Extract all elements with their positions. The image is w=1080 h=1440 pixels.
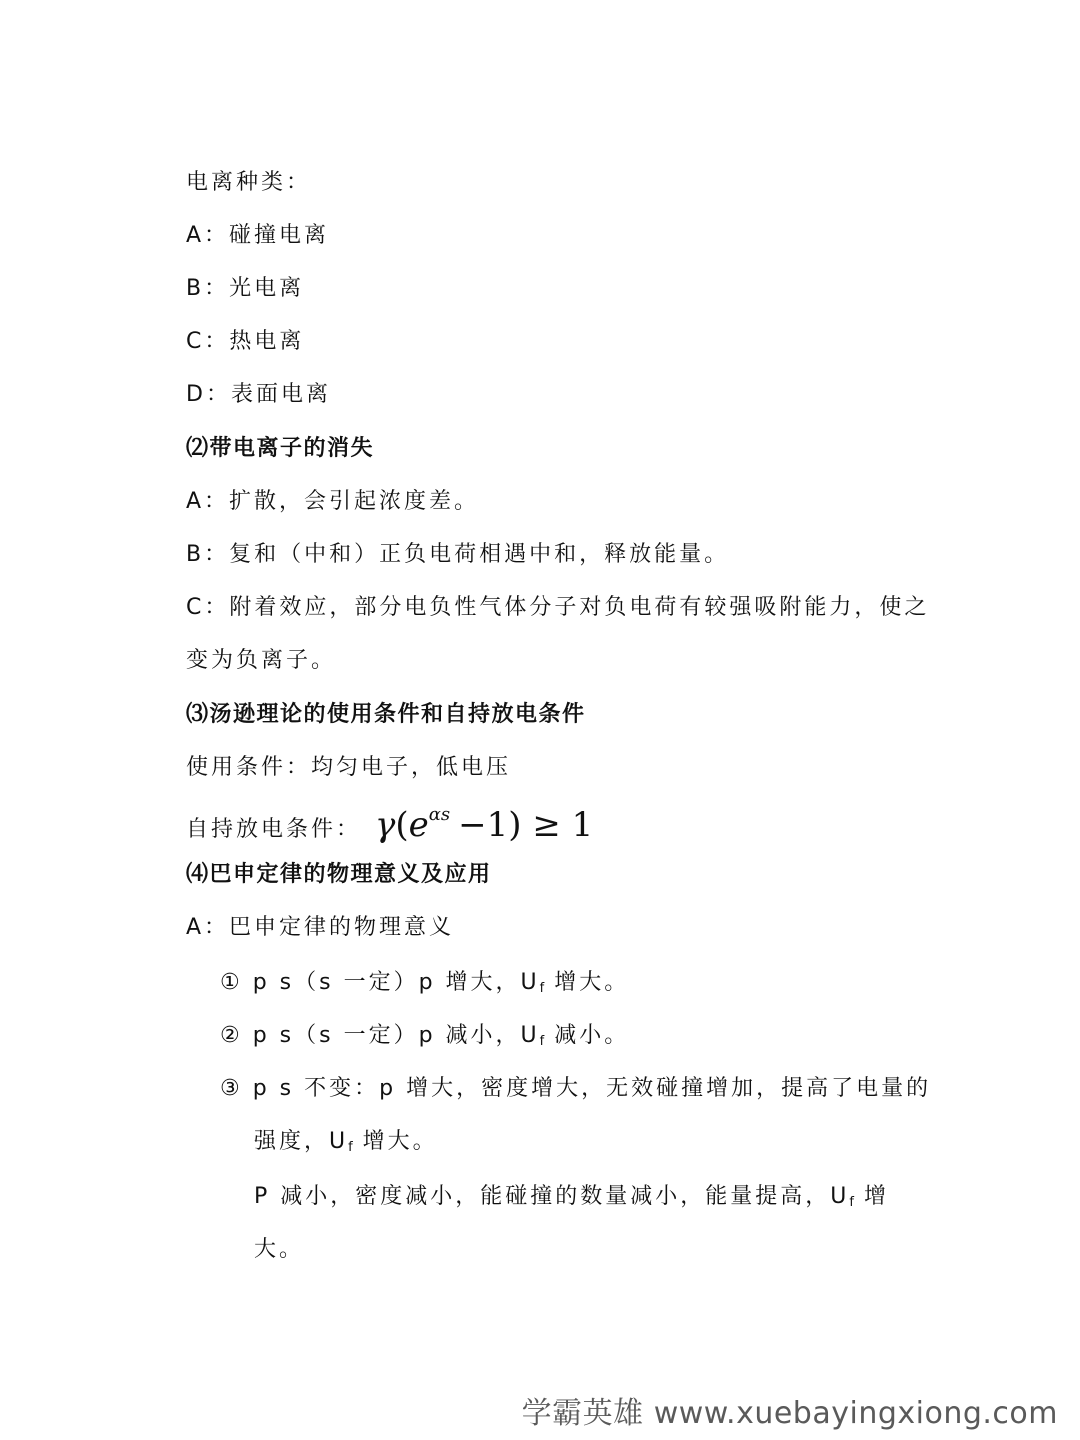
list-item-text: ① p s（s 一定）p 增大，U: [220, 970, 540, 995]
text-line: 使用条件：均匀电子，低电压: [186, 755, 512, 780]
list-item-continuation: 大。: [254, 1237, 305, 1262]
formula-e: e: [408, 805, 429, 845]
text-line: D：表面电离: [186, 382, 331, 407]
formula-exponent: αs: [428, 804, 451, 825]
list-item-continuation: [254, 1182, 889, 1218]
list-item-tail: 减小。: [544, 1023, 630, 1048]
list-item: [220, 1021, 629, 1057]
text-line: A：巴申定律的物理意义: [186, 915, 455, 940]
text-line: B：光电离: [186, 276, 305, 301]
formula-rest: −1) ≥ 1: [458, 805, 594, 845]
subscript: f: [849, 1195, 854, 1210]
formula-label: 自持放电条件：: [186, 817, 362, 842]
list-item-continuation: [254, 1127, 438, 1163]
list-item-tail: 增大。: [544, 970, 630, 995]
subscript: f: [539, 1034, 545, 1049]
section-heading: ⑶汤逊理论的使用条件和自持放电条件: [186, 702, 586, 727]
subscript: f: [539, 981, 545, 996]
subscript: f: [348, 1140, 353, 1155]
list-item: [220, 968, 629, 1004]
section-heading: ⑷巴申定律的物理意义及应用: [186, 862, 492, 887]
list-item: ③ p s 不变：p 增大，密度增大，无效碰撞增加，提高了电量的: [220, 1076, 932, 1101]
text-line: A：扩散，会引起浓度差。: [186, 489, 480, 514]
list-item-text: 强度，U: [254, 1129, 349, 1154]
list-item-text: ② p s（s 一定）p 减小，U: [220, 1023, 540, 1048]
self-sustained-discharge-formula: [375, 800, 594, 845]
formula-gamma: γ: [375, 805, 396, 845]
text-line: B：复和（中和）正负电荷相遇中和，释放能量。: [186, 542, 730, 567]
watermark: 学霸英雄 www.xuebayingxiong.com: [521, 1396, 1058, 1431]
formula-paren: (: [395, 805, 409, 845]
text-line: 电离种类：: [186, 170, 312, 195]
section-heading: ⑵带电离子的消失: [186, 436, 375, 461]
text-line: A：碰撞电离: [186, 223, 330, 248]
list-item-tail: 增: [853, 1184, 889, 1209]
list-item-text: P 减小，密度减小，能碰撞的数量减小，能量提高，U: [254, 1184, 850, 1209]
formula-line: [186, 800, 593, 845]
text-line: 变为负离子。: [186, 648, 337, 673]
text-line: C：附着效应，部分电负性气体分子对负电荷有较强吸附能力，使之: [186, 595, 930, 620]
text-line: C：热电离: [186, 329, 305, 354]
list-item-tail: 增大。: [352, 1129, 438, 1154]
